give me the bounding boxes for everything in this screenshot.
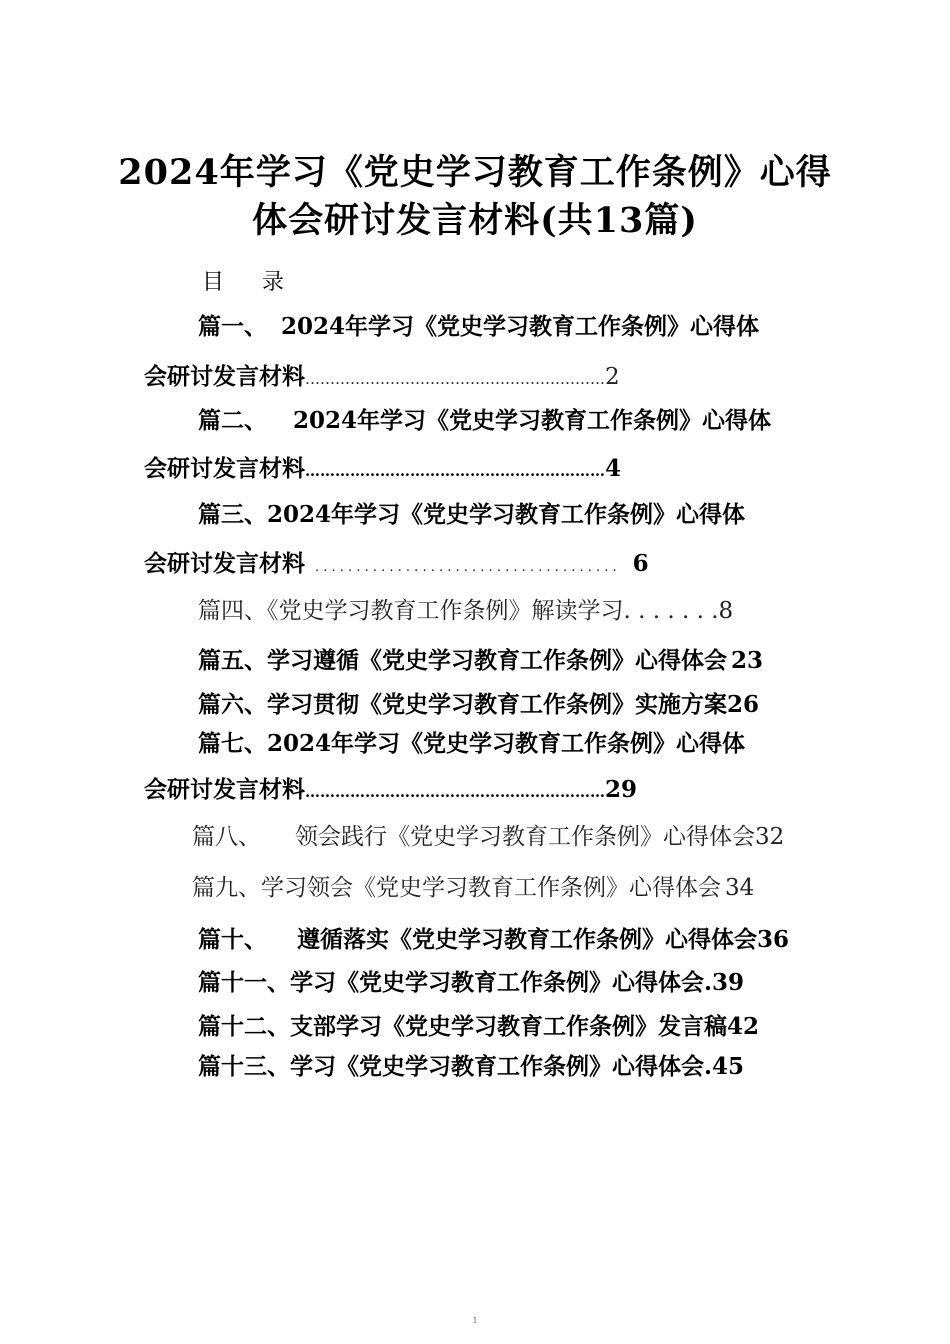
toc-entry-13-page: 45 <box>712 1053 745 1080</box>
toc-entry-9-title: 篇九、学习领会《党史学习教育工作条例》心得体会 <box>192 875 721 901</box>
toc-entry-6-page: 26 <box>727 691 760 718</box>
toc-entry-7-prefix: 篇七、 <box>198 730 267 757</box>
toc-entry-3-line-2[interactable] <box>144 549 649 583</box>
toc-entry-7-leader: …………………………………………………… <box>305 783 605 801</box>
toc-heading-left: 目 <box>202 270 225 295</box>
toc-heading-right: 录 <box>262 270 285 295</box>
toc-entry-11-title: 篇十一、学习《党史学习教育工作条例》心得体会. <box>198 969 713 996</box>
toc-entry-2-line-1[interactable] <box>198 406 771 436</box>
toc-entry-4-page: 8 <box>718 598 734 624</box>
toc-entry-3-leader: . . . . . . . . . . . . . . . . . . . . . . . . . . . . . . . . . . . . . <box>315 560 617 575</box>
toc-entry-8[interactable] <box>192 822 784 852</box>
toc-entry-3-page: 6 <box>632 550 649 577</box>
toc-entry-7-title: 2024年学习《党史学习教育工作条例》心得体 <box>267 730 746 757</box>
toc-entry-5[interactable] <box>198 646 763 676</box>
toc-entry-5-title: 篇五、学习遵循《党史学习教育工作条例》心得体会 <box>198 647 727 674</box>
toc-entry-12-title: 篇十二、支部学习《党史学习教育工作条例》发言稿 <box>198 1013 727 1040</box>
toc-entry-13[interactable] <box>198 1052 744 1082</box>
toc-entry-8-title: 领会践行《党史学习教育工作条例》心得体会 <box>295 824 755 850</box>
toc-entry-12-page: 42 <box>727 1013 760 1040</box>
toc-entry-2-page: 4 <box>605 455 622 482</box>
toc-entry-1-prefix: 篇一、 <box>198 313 267 340</box>
toc-entry-7-line-2[interactable] <box>144 775 637 807</box>
toc-entry-6[interactable] <box>198 690 759 720</box>
toc-entry-12[interactable] <box>198 1012 759 1042</box>
toc-entry-4[interactable] <box>198 596 733 626</box>
toc-entry-10-prefix: 篇十、 <box>198 926 267 953</box>
toc-entry-2-prefix: 篇二、 <box>198 407 267 434</box>
toc-entry-3-prefix: 篇三、 <box>198 501 267 528</box>
toc-entry-8-page: 32 <box>755 824 785 850</box>
toc-entry-9[interactable] <box>192 873 754 903</box>
page-number: 1 <box>472 1316 478 1325</box>
toc-entry-2-continuation: 会研讨发言材料 <box>144 455 305 482</box>
toc-entry-2-leader: …………………………………………………… <box>305 462 605 480</box>
toc-entry-9-page: 34 <box>725 875 755 901</box>
toc-entry-5-page: 23 <box>731 647 764 674</box>
toc-entry-10[interactable] <box>198 925 789 955</box>
toc-entry-1-title: 2024年学习《党史学习教育工作条例》心得体 <box>281 313 760 340</box>
toc-entry-1-line-2[interactable] <box>144 362 620 394</box>
toc-entry-6-title: 篇六、学习贯彻《党史学习教育工作条例》实施方案 <box>198 691 727 718</box>
toc-entry-7-page: 29 <box>605 776 638 803</box>
toc-entry-11[interactable] <box>198 968 744 998</box>
toc-entry-4-title: 篇四、《党史学习教育工作条例》解读学习 <box>198 598 624 624</box>
toc-entry-3-title: 2024年学习《党史学习教育工作条例》心得体 <box>267 501 746 528</box>
toc-entry-1-page: 2 <box>605 364 620 390</box>
toc-entry-11-page: 39 <box>712 969 745 996</box>
toc-entry-7-line-1[interactable] <box>198 729 745 759</box>
toc-entry-10-page: 36 <box>757 926 790 953</box>
toc-entry-3-line-1[interactable] <box>198 500 745 530</box>
toc-entry-3-continuation: 会研讨发言材料 <box>144 550 305 577</box>
toc-entry-4-leader: . . . . . . . <box>623 598 719 624</box>
toc-entry-10-title: 遵循落实《党史学习教育工作条例》心得体会 <box>297 926 757 953</box>
toc-heading <box>202 265 284 296</box>
toc-entry-13-title: 篇十三、学习《党史学习教育工作条例》心得体会. <box>198 1053 713 1080</box>
document-title-line-2: 体会研讨发言材料(共13篇) <box>252 200 698 241</box>
document-title-line-1: 2024年学习《党史学习教育工作条例》心得 <box>118 152 832 193</box>
toc-entry-7-continuation: 会研讨发言材料 <box>144 776 305 803</box>
toc-entry-1-leader: …………………………………………………… <box>305 370 605 388</box>
toc-entry-1-continuation: 会研讨发言材料 <box>144 363 305 390</box>
toc-entry-8-prefix: 篇八、 <box>192 824 261 850</box>
toc-entry-2-title: 2024年学习《党史学习教育工作条例》心得体 <box>293 407 772 434</box>
toc-entry-1-line-1[interactable] <box>198 312 759 342</box>
toc-entry-2-line-2[interactable] <box>144 454 621 486</box>
